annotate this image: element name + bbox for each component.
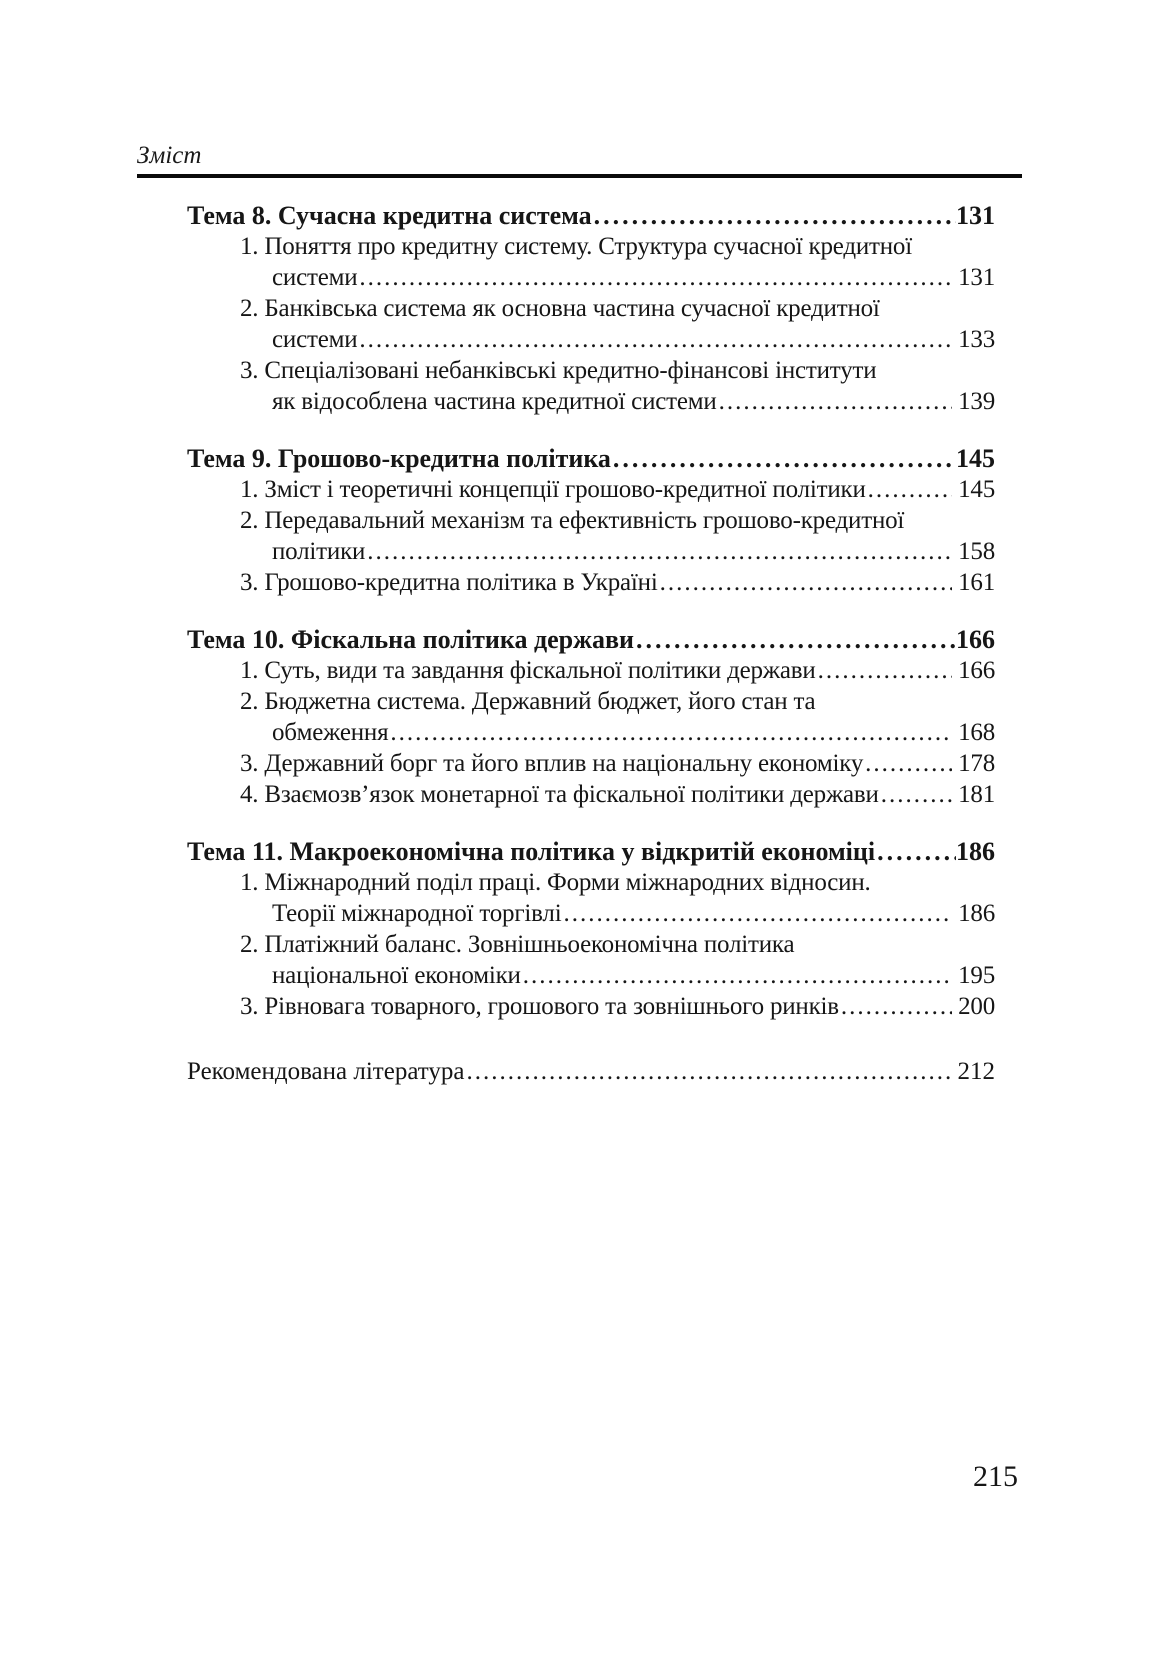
toc-heading-page: 131	[956, 201, 995, 230]
dot-leader	[863, 748, 952, 779]
dot-leader	[879, 779, 952, 810]
toc-item-text: 1. Зміст і теоретичні концепції грошово-кредитної політики	[240, 476, 866, 503]
toc-item-line	[137, 505, 995, 536]
toc-item-text: національної економіки	[272, 962, 521, 989]
toc-item-line	[137, 355, 995, 386]
toc-item-page: 145	[958, 476, 995, 503]
toc-item-line	[137, 991, 995, 1022]
toc-item-page: 133	[958, 326, 995, 353]
dot-leader	[365, 536, 952, 567]
toc-item-line	[137, 324, 995, 355]
toc-item-text: системи	[272, 326, 358, 353]
toc-item-text: як відособлена частина кредитної системи	[272, 388, 717, 415]
toc-item-line	[137, 686, 995, 717]
toc-item-page: 186	[958, 900, 995, 927]
toc-item-line	[137, 898, 995, 929]
toc-heading-label: Тема 9. Грошово-кредитна політика	[187, 444, 611, 473]
toc-heading-page: 166	[956, 625, 995, 654]
toc-item-text: 3. Спеціалізовані небанківські кредитно-фінансові інститути	[240, 357, 877, 384]
toc-item-page: 181	[958, 781, 995, 808]
toc-item-page: 178	[958, 750, 995, 777]
toc-item-text: 2. Банківська система як основна частина сучасної кредитної	[240, 295, 880, 322]
toc-item-line	[137, 960, 995, 991]
toc-item-text: 3. Рівновага товарного, грошового та зовнішнього ринків	[240, 993, 839, 1020]
toc-section-tema-11	[137, 836, 995, 1022]
toc-item-line	[137, 536, 995, 567]
toc-item-page: 168	[958, 719, 995, 746]
dot-leader	[816, 655, 953, 686]
toc-item-text: 3. Державний борг та його вплив на національну економіку	[240, 750, 864, 777]
dot-leader	[357, 324, 952, 355]
page-number: 215	[973, 1460, 1018, 1493]
toc-item-page: 200	[958, 993, 995, 1020]
header-rule	[137, 174, 1022, 178]
toc-item-line	[137, 293, 995, 324]
toc-section-tema-10	[137, 624, 995, 810]
toc-item-text: 1. Міжнародний поділ праці. Форми міжнародних відносин.	[240, 869, 871, 896]
toc-item-line	[137, 567, 995, 598]
toc-heading	[137, 624, 995, 655]
toc-item-text: 1. Поняття про кредитну систему. Структура сучасної кредитної	[240, 233, 912, 260]
toc-item-text: 1. Суть, види та завдання фіскальної політики держави	[240, 657, 816, 684]
toc-item-page: 139	[958, 388, 995, 415]
dot-leader	[611, 443, 956, 474]
toc-section-tema-9	[137, 443, 995, 598]
dot-leader	[357, 262, 952, 293]
toc-item-line	[137, 386, 995, 417]
table-of-contents	[137, 200, 995, 1087]
toc-item-page: 161	[958, 569, 995, 596]
toc-item-line	[137, 474, 995, 505]
toc-item-page: 166	[958, 657, 995, 684]
toc-item-line	[137, 929, 995, 960]
dot-leader	[561, 898, 952, 929]
toc-item-line	[137, 262, 995, 293]
toc-item-line	[137, 867, 995, 898]
toc-item-text: 2. Платіжний баланс. Зовнішньоекономічна політика	[240, 931, 795, 958]
toc-footer-entry	[137, 1056, 995, 1087]
dot-leader	[875, 836, 956, 867]
toc-item-text: політики	[272, 538, 366, 565]
toc-footer-page: 212	[957, 1058, 995, 1085]
dot-leader	[634, 624, 956, 655]
toc-item-line	[137, 717, 995, 748]
toc-heading-label: Тема 8. Сучасна кредитна система	[187, 201, 592, 230]
toc-item-page: 195	[958, 962, 995, 989]
toc-item-text: 2. Бюджетна система. Державний бюджет, його стан та	[240, 688, 816, 715]
dot-leader	[839, 991, 952, 1022]
toc-item-line	[137, 655, 995, 686]
toc-heading	[137, 836, 995, 867]
toc-item-page: 158	[958, 538, 995, 565]
dot-leader	[592, 200, 956, 231]
dot-leader	[388, 717, 952, 748]
toc-heading-page: 186	[956, 837, 995, 866]
toc-footer-label: Рекомендована література	[187, 1058, 465, 1085]
dot-leader	[464, 1056, 951, 1087]
toc-item-text: обмеження	[272, 719, 389, 746]
toc-item-text: 2. Передавальний механізм та ефективність грошово-кредитної	[240, 507, 905, 534]
toc-item-line	[137, 231, 995, 262]
dot-leader	[658, 567, 952, 598]
toc-section-tema-8	[137, 200, 995, 417]
toc-item-line	[137, 779, 995, 810]
toc-heading-page: 145	[956, 444, 995, 473]
dot-leader	[866, 474, 952, 505]
toc-item-page: 131	[958, 264, 995, 291]
toc-heading-label: Тема 11. Макроекономічна політика у відкритій економіці	[187, 837, 876, 866]
toc-heading	[137, 443, 995, 474]
toc-heading-label: Тема 10. Фіскальна політика держави	[187, 625, 634, 654]
dot-leader	[717, 386, 953, 417]
toc-heading	[137, 200, 995, 231]
toc-item-text: системи	[272, 264, 358, 291]
page-header	[137, 143, 1158, 178]
toc-item-text: Теорії міжнародної торгівлі	[272, 900, 562, 927]
toc-item-text: 4. Взаємозв’язок монетарної та фіскальної політики держави	[240, 781, 879, 808]
dot-leader	[521, 960, 952, 991]
toc-item-text: 3. Грошово-кредитна політика в Україні	[240, 569, 658, 596]
running-title: Зміст	[137, 142, 202, 169]
toc-item-line	[137, 748, 995, 779]
